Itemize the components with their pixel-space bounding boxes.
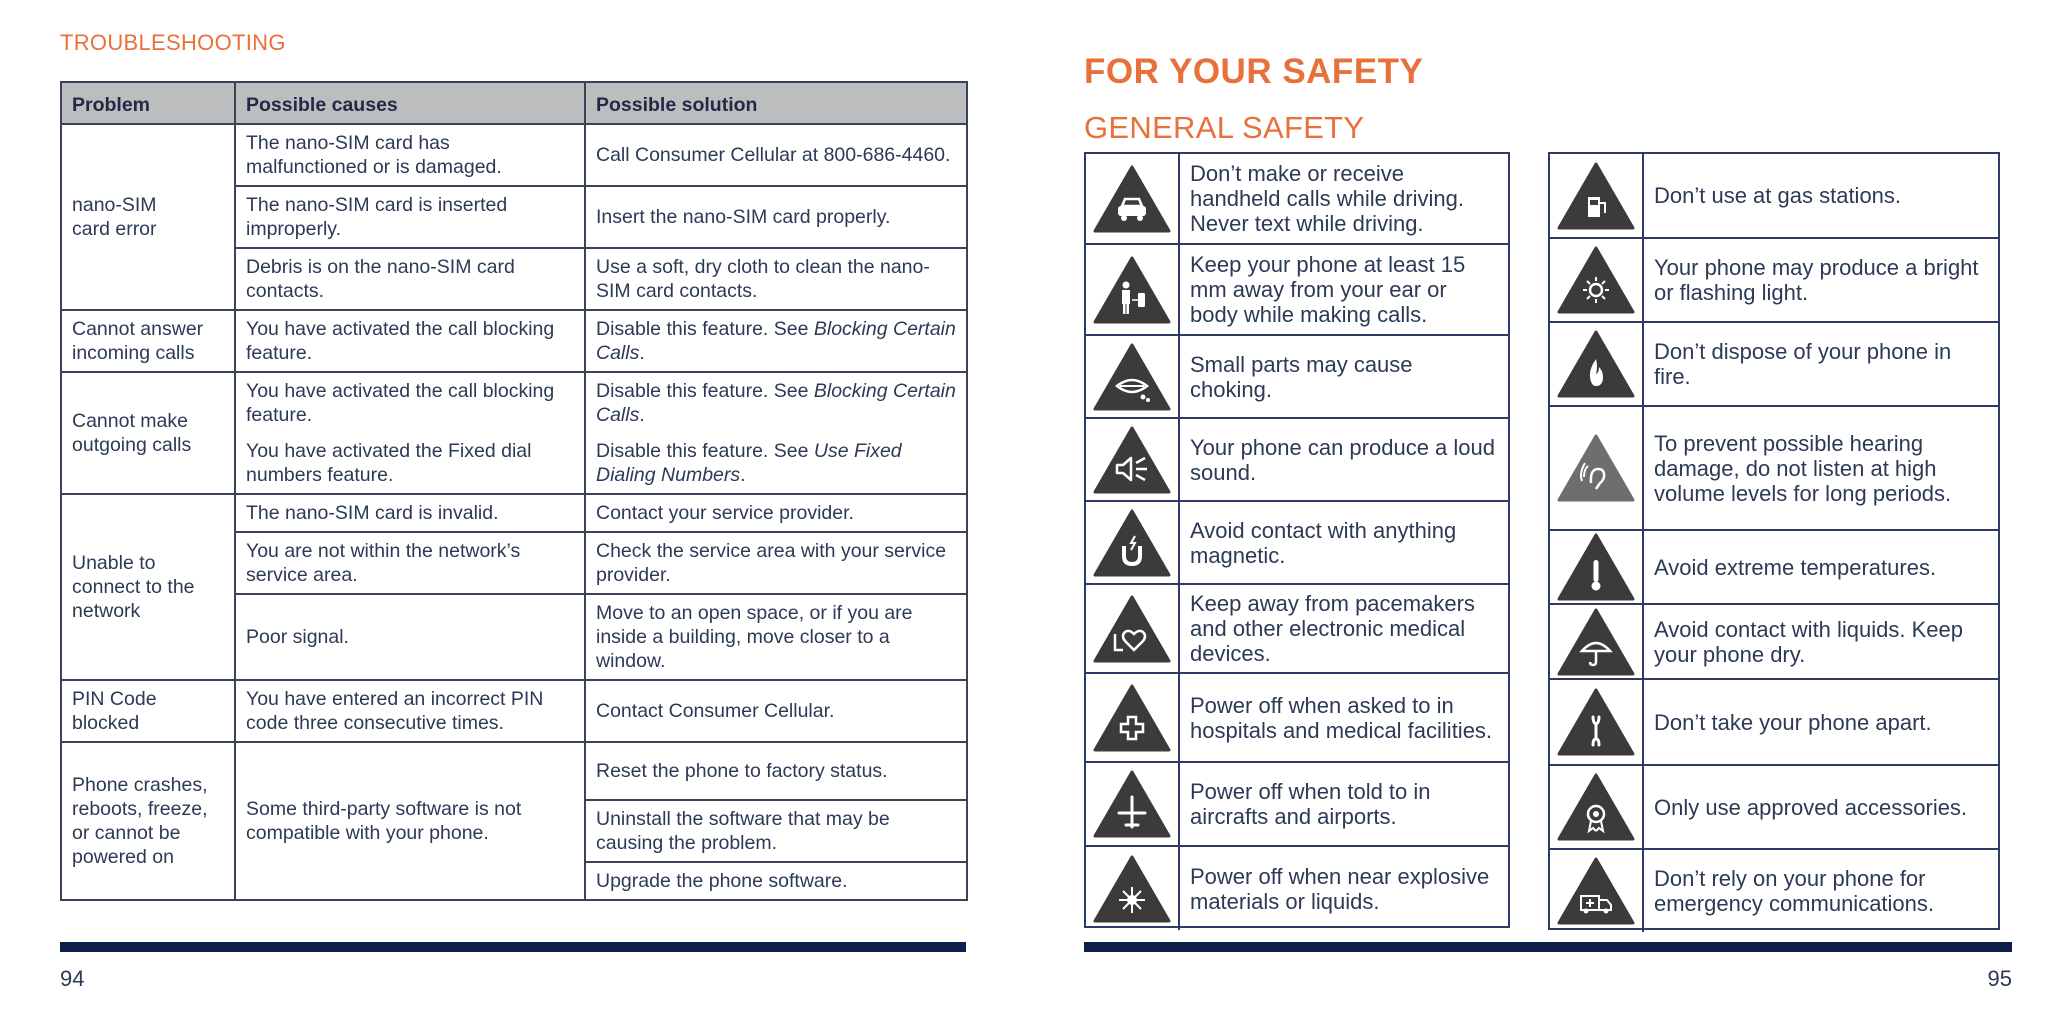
table-row [61, 680, 967, 742]
solution-cell: Disable this feature. See Blocking Certain Calls. [585, 310, 967, 372]
safety-text: Don’t dispose of your phone in fire. [1654, 339, 1952, 389]
safety-column-right [1548, 152, 2000, 930]
hospital-cross-icon [1093, 683, 1171, 753]
umbrella-icon [1557, 607, 1635, 677]
safety-text: Power off when asked to in hospitals and medical facilities. [1190, 692, 1493, 743]
magnet-icon [1093, 508, 1171, 578]
problem-cell: Unable to connect to the network [61, 494, 235, 680]
safety-text: Only use approved accessories. [1654, 794, 1968, 820]
footer-rule [1084, 942, 2012, 952]
troubleshooting-table [60, 81, 968, 901]
explosive-icon [1093, 854, 1171, 924]
cause-cell: The nano-SIM card has malfunctioned or is damaged. [235, 124, 585, 186]
safety-row [1086, 245, 1508, 336]
right-page [1024, 0, 2048, 1024]
table-row [61, 372, 967, 494]
safety-text: To prevent possible hearing damage, do not listen at high volume levels for long periods. [1654, 430, 1952, 506]
safety-row [1550, 766, 1998, 850]
safety-text: Don’t take your phone apart. [1654, 709, 1932, 735]
solution-cell: Uninstall the software that may be causing the problem. [585, 800, 967, 862]
solution-cell: Contact Consumer Cellular. [585, 680, 967, 742]
approved-accessory-icon [1557, 772, 1635, 842]
problem-cell: nano-SIM card error [61, 124, 235, 310]
section-subtitle: GENERAL SAFETY [1084, 110, 1365, 145]
cause-cell: You have entered an incorrect PIN code three consecutive times. [235, 680, 585, 742]
safety-row [1550, 531, 1998, 605]
safety-row [1086, 847, 1508, 930]
safety-row [1086, 154, 1508, 245]
problem-cell: PIN Code blocked [61, 680, 235, 742]
section-label: TROUBLESHOOTING [60, 30, 286, 55]
table-row [61, 494, 967, 532]
safety-row [1550, 154, 1998, 239]
thermometer-icon [1557, 532, 1635, 602]
pacemaker-icon [1093, 594, 1171, 664]
safety-row [1550, 850, 1998, 932]
table-row [61, 310, 967, 372]
cause-cell: You are not within the network’s service area. [235, 532, 585, 594]
safety-row [1086, 502, 1508, 585]
problem-cell: Cannot answer incoming calls [61, 310, 235, 372]
safety-text: Avoid contact with liquids. Keep your phone dry. [1654, 616, 1963, 667]
safety-text: Power off when near explosive materials or liquids. [1190, 863, 1490, 914]
page-number: 94 [60, 966, 85, 991]
fire-icon [1557, 329, 1635, 399]
page-title: FOR YOUR SAFETY [1084, 52, 1424, 91]
cause-cell: The nano-SIM card is invalid. [235, 494, 585, 532]
ambulance-icon [1557, 856, 1635, 926]
safety-text: Avoid contact with anything magnetic. [1190, 517, 1457, 568]
safety-text: Don’t use at gas stations. [1654, 183, 1902, 208]
solution-cell: Insert the nano-SIM card properly. [585, 186, 967, 248]
table-row [61, 742, 967, 800]
cause-cell: Poor signal. [235, 594, 585, 680]
safety-row [1086, 419, 1508, 502]
problem-cell: Phone crashes, reboots, freeze, or cannot be powered on [61, 742, 235, 900]
safety-text: Keep your phone at least 15 mm away from your ear or body while making calls. [1190, 252, 1466, 327]
safety-column-left [1084, 152, 1510, 928]
safety-row [1550, 680, 1998, 766]
safety-text: Small parts may cause choking. [1190, 351, 1413, 402]
safety-text: Don’t rely on your phone for emergency communications. [1654, 866, 1935, 916]
cause-cell: Some third-party software is not compatible with your phone. [235, 742, 585, 900]
problem-cell: Cannot make outgoing calls [61, 372, 235, 494]
footer-rule [60, 942, 966, 952]
safety-text: Your phone can produce a loud sound. [1190, 434, 1495, 485]
header-problem: Problem [61, 82, 235, 124]
safety-text: Power off when told to in aircrafts and airports. [1190, 779, 1431, 829]
solution-cell: Contact your service provider. [585, 494, 967, 532]
header-solution: Possible solution [585, 82, 967, 124]
cause-cell: You have activated the call blocking feature. [235, 310, 585, 372]
page-number: 95 [1987, 966, 2012, 991]
solution-cell: Upgrade the phone software. [585, 862, 967, 900]
cause-cell: You have activated the call blocking feature. You have activated the Fixed dial numbers feature. [235, 372, 585, 494]
safety-text: Keep away from pacemakers and other electronic medical devices. [1190, 591, 1475, 666]
table-header-row [61, 82, 967, 124]
solution-cell: Disable this feature. See Blocking Certain Calls. Disable this feature. See Use Fixed Dialing Numbers. [585, 372, 967, 494]
safety-row [1550, 605, 1998, 680]
loud-sound-icon [1093, 425, 1171, 495]
table-row [61, 124, 967, 186]
gas-station-icon [1557, 161, 1635, 231]
solution-cell: Use a soft, dry cloth to clean the nano-SIM card contacts. [585, 248, 967, 310]
safety-row [1550, 407, 1998, 531]
safety-row [1086, 336, 1508, 419]
solution-cell: Move to an open space, or if you are inside a building, move closer to a window. [585, 594, 967, 680]
safety-text: Don’t make or receive handheld calls while driving. Never text while driving. [1190, 161, 1464, 236]
cause-cell: The nano-SIM card is inserted improperly. [235, 186, 585, 248]
safety-text: Your phone may produce a bright or flashing light. [1654, 255, 1979, 305]
safety-row [1086, 763, 1508, 847]
header-causes: Possible causes [235, 82, 585, 124]
safety-row [1086, 674, 1508, 763]
bright-light-icon [1557, 245, 1635, 315]
safety-row [1086, 585, 1508, 674]
choking-hazard-icon [1093, 342, 1171, 412]
hearing-icon [1557, 433, 1635, 503]
body-distance-icon [1093, 255, 1171, 325]
solution-cell: Reset the phone to factory status. [585, 742, 967, 800]
airplane-icon [1093, 769, 1171, 839]
safety-row [1550, 239, 1998, 323]
safety-row [1550, 323, 1998, 407]
safety-text: Avoid extreme temperatures. [1654, 554, 1937, 580]
wrench-icon [1557, 687, 1635, 757]
solution-cell: Check the service area with your service provider. [585, 532, 967, 594]
car-warning-icon [1093, 164, 1171, 234]
cause-cell: Debris is on the nano-SIM card contacts. [235, 248, 585, 310]
solution-cell: Call Consumer Cellular at 800-686-4460. [585, 124, 967, 186]
